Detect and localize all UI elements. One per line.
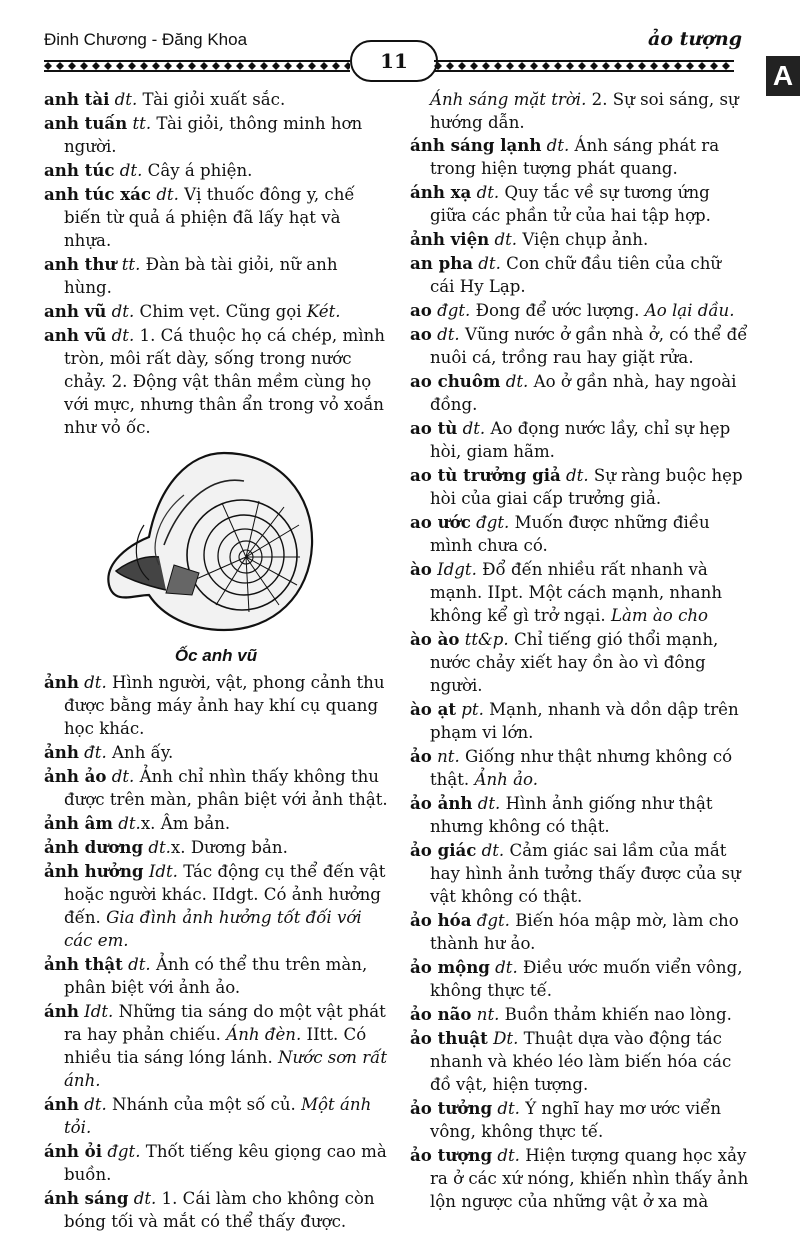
grammar-label: tt.: [121, 255, 141, 274]
dictionary-entry: [44, 1187, 388, 1233]
headword: ảo tượng: [410, 1145, 493, 1165]
grammar-label: đgt.: [437, 301, 471, 320]
dictionary-entry: [44, 1140, 388, 1186]
dictionary-entry: [410, 1003, 750, 1026]
dictionary-entry: [410, 956, 750, 1002]
definition-text: Thuật dựa vào động tác nhanh và khéo léo làm biến hóa các đồ vật, hiện tượng.: [430, 1029, 732, 1094]
example-text: Ao lại dầu.: [644, 301, 735, 320]
definition-text: Đổ đến nhiều rất nhanh và mạnh. IIpt. Một cách mạnh, nhanh không kể gì trở ngại.: [430, 560, 723, 625]
definition-text: Anh ấy.: [106, 743, 174, 762]
definition-text: Cảm giác sai lầm của mắt hay hình ảnh tưởng thấy được của sự vật không có thật.: [430, 841, 741, 906]
dictionary-entry: [44, 183, 388, 252]
grammar-label: dt.: [497, 1099, 520, 1118]
grammar-label: Dt.: [493, 1029, 519, 1048]
grammar-label: dt.: [111, 767, 135, 786]
definition-text: Những tia sáng do một vật phát ra hay phản chiếu.: [64, 1002, 386, 1044]
headword: ao tù: [410, 418, 458, 438]
definition-text: Hiện tượng quang học xảy ra ở các xứ nóng, khiến nhìn thấy ảnh lộn ngược của những vật ở xa mà: [430, 1146, 749, 1211]
definition-text: Vũng nước ở gần nhà ở, có thể để nuôi cá, trồng rau hay giặt rửa.: [430, 325, 748, 367]
example-text: Một ánh tỏi.: [64, 1095, 372, 1137]
definition-text: 1. Cá thuộc họ cá chép, mình tròn, môi rất dày, sống trong nước chảy. 2. Động vật thân mềm cùng họ với mực, nhưng thân ẩn trong vỏ xoắn như vỏ ốc.: [64, 326, 385, 437]
dictionary-entry: [410, 698, 750, 744]
example-text: Gia đình ảnh hưởng tốt đối với các em.: [64, 908, 362, 950]
dictionary-entry: [410, 511, 750, 557]
dictionary-entry: [44, 836, 388, 859]
grammar-label: dt.: [118, 814, 141, 833]
dictionary-entry: [410, 909, 750, 955]
page-number: 11: [350, 40, 438, 82]
definition-text: Biến hóa mập mờ, làm cho thành hư ảo.: [430, 911, 739, 953]
grammar-label: đt.: [84, 743, 107, 762]
grammar-label: dt.: [84, 673, 107, 692]
dictionary-entry: [410, 181, 750, 227]
grammar-label: pt.: [461, 700, 484, 719]
dictionary-entry: [410, 1027, 750, 1096]
grammar-label: Idt.: [148, 862, 178, 881]
grammar-label: tt.: [132, 114, 152, 133]
letter-tab: A: [766, 56, 800, 96]
definition-text: Ánh sáng phát ra trong hiện tượng phát quang.: [430, 136, 720, 178]
dictionary-entry: [410, 558, 750, 627]
headword: ảnh: [44, 672, 79, 692]
grammar-label: Idgt.: [437, 560, 477, 579]
headword: anh vũ: [44, 325, 107, 345]
headword: ánh: [44, 1094, 79, 1114]
headword: ào: [410, 559, 432, 579]
definition-text: Điều ước muốn viển vông, không thực tế.: [430, 958, 743, 1000]
definition-text: Thốt tiếng kêu giọng cao mà buồn.: [64, 1142, 387, 1184]
headword: ao tù trưởng giả: [410, 465, 561, 485]
definition-text: Buồn thảm khiến nao lòng.: [499, 1005, 732, 1024]
dictionary-entry: [44, 324, 388, 439]
grammar-label: dt.: [478, 254, 501, 273]
example-text: Ánh đèn.: [226, 1025, 302, 1044]
dictionary-entry: [410, 745, 750, 791]
grammar-label: đgt.: [476, 513, 510, 532]
definition-text: Ao ở gần nhà, hay ngoài đồng.: [430, 372, 737, 414]
entry-list-bottom: [44, 671, 388, 1233]
grammar-label: nt.: [437, 747, 460, 766]
nautilus-illustration: [44, 445, 388, 640]
definition-text: Tác động cụ thể đến vật hoặc người khác. IIdgt. Có ảnh hưởng đến.: [64, 862, 386, 927]
headword: ảo thuật: [410, 1028, 488, 1048]
dictionary-entry: [410, 628, 750, 697]
headword: anh tuấn: [44, 113, 128, 133]
grammar-label: dt.: [437, 325, 460, 344]
grammar-label: đgt.: [107, 1142, 141, 1161]
definition-text: Ao đọng nước lầy, chỉ sự hẹp hòi, giam hãm.: [430, 419, 731, 461]
dictionary-entry: [410, 252, 750, 298]
headword: ánh xạ: [410, 182, 472, 202]
definition-text: Nhánh của một số củ.: [106, 1095, 302, 1114]
definition-text: Quy tắc về sự tương ứng giữa các phần tử của hai tập hợp.: [430, 183, 711, 225]
grammar-label: dt.: [566, 466, 589, 485]
grammar-label: dt.: [476, 183, 500, 202]
headword: ảo tưởng: [410, 1098, 493, 1118]
dictionary-entry: [410, 839, 750, 908]
left-column: [44, 88, 388, 1234]
definition-text: Viện chụp ảnh.: [517, 230, 649, 249]
grammar-label: dt.: [111, 326, 135, 345]
dictionary-entry: [410, 134, 750, 180]
definition-text: Hình ảnh giống như thật nhưng không có thật.: [430, 794, 713, 836]
grammar-label: tt&p.: [464, 630, 509, 649]
dictionary-entry: [410, 323, 750, 369]
grammar-label: nt.: [476, 1005, 500, 1024]
figure-caption: Ốc anh vũ: [174, 646, 258, 665]
headword: ao chuôm: [410, 371, 501, 391]
entry-list-top: [44, 88, 388, 439]
headword: ánh sáng lạnh: [410, 135, 542, 155]
dictionary-entry: [44, 88, 388, 111]
definition-text: x. Dương bản.: [170, 838, 288, 857]
definition-text: Chim vẹt. Cũng gọi: [134, 302, 307, 321]
dictionary-entry: [44, 860, 388, 952]
headword: ảo não: [410, 1004, 472, 1024]
grammar-label: dt.: [119, 161, 143, 180]
dictionary-entry: [44, 741, 388, 764]
definition-text: Muốn được những điều mình chưa có.: [430, 513, 710, 555]
headword: ao: [410, 300, 432, 320]
headword: ao ước: [410, 512, 471, 532]
headword: anh tài: [44, 89, 110, 109]
grammar-label: dt.: [133, 1189, 157, 1208]
headword: ao: [410, 324, 432, 344]
right-column: [410, 88, 750, 1214]
headword: ảo mộng: [410, 957, 490, 977]
definition-text: x. Âm bản.: [140, 814, 231, 833]
grammar-label: dt.: [495, 958, 518, 977]
headword: anh túc: [44, 160, 115, 180]
headword: ảo hóa: [410, 910, 472, 930]
guide-word: ảo tượng: [648, 28, 742, 50]
headword: ào ạt: [410, 699, 457, 719]
headword: an pha: [410, 253, 474, 273]
definition-text: Con chữ đầu tiên của chữ cái Hy Lạp.: [430, 254, 722, 296]
headword: ảo: [410, 746, 432, 766]
dictionary-entry: [410, 1144, 750, 1213]
headword: ánh: [44, 1001, 79, 1021]
definition-text: Vị thuốc đông y, chế biến từ quả á phiện đã lấy hạt và nhựa.: [64, 185, 355, 250]
grammar-label: dt.: [497, 1146, 520, 1165]
grammar-label: dt.: [84, 1095, 107, 1114]
definition-text: Chỉ tiếng gió thổi mạnh, nước chảy xiết hay ồn ào vì đông người.: [430, 630, 719, 695]
grammar-label: Idt.: [84, 1002, 114, 1021]
headword: ảnh thật: [44, 954, 123, 974]
dictionary-entry: [410, 417, 750, 463]
grammar-label: dt.: [477, 794, 501, 813]
grammar-label: dt.: [505, 372, 529, 391]
definition-text: Ý nghĩ hay mơ ước viển vông, không thực tế.: [430, 1099, 722, 1141]
definition-text: Cây á phiện.: [142, 161, 253, 180]
grammar-label: dt.: [546, 136, 570, 155]
headword: ào ào: [410, 629, 460, 649]
example-text: Két.: [306, 302, 341, 321]
book-authors: Đinh Chương - Đăng Khoa: [44, 30, 248, 49]
example-text: Ảnh ảo.: [474, 770, 538, 789]
dictionary-entry: [44, 112, 388, 158]
dictionary-entry: [410, 370, 750, 416]
headword: ánh ỏi: [44, 1141, 103, 1161]
headword: ảnh hưởng: [44, 861, 144, 881]
dictionary-entry: [44, 671, 388, 740]
dictionary-entry: [410, 792, 750, 838]
headword: ảnh viện: [410, 229, 490, 249]
definition-text: Ảnh có thể thu trên màn, phân biệt với ảnh ảo.: [64, 955, 368, 997]
grammar-label: dt.: [462, 419, 486, 438]
grammar-label: dt.: [148, 838, 171, 857]
grammar-label: dt.: [494, 230, 518, 249]
dictionary-entry: [44, 253, 388, 299]
example-text: Nước sơn rất ánh.: [64, 1048, 388, 1090]
nautilus-shell-icon: [104, 445, 324, 640]
dictionary-entry: [44, 300, 388, 323]
grammar-label: dt.: [111, 302, 135, 321]
dictionary-entry: [410, 1097, 750, 1143]
definition-text: Hình người, vật, phong cảnh thu được bằng máy ảnh hay khí cụ quang học khác.: [64, 673, 385, 738]
entry-continuation: [410, 88, 750, 134]
definition-text: Ảnh chỉ nhìn thấy không thu được trên màn, phân biệt với ảnh thật.: [64, 767, 388, 809]
headword: ảnh âm: [44, 813, 113, 833]
headword: ảnh ảo: [44, 766, 107, 786]
grammar-label: dt.: [128, 955, 151, 974]
definition-text: Đàn bà tài giỏi, nữ anh hùng.: [64, 255, 338, 297]
example-text: Ánh sáng mặt trời.: [430, 90, 587, 109]
definition-text: Tài giỏi, thông minh hơn người.: [64, 114, 363, 156]
definition-text: Mạnh, nhanh và dồn dập trên phạm vi lớn.: [430, 700, 739, 742]
dictionary-entry: [44, 765, 388, 811]
definition-text: Giống như thật nhưng không có thật.: [430, 747, 733, 789]
grammar-label: dt.: [114, 90, 138, 109]
headword: ảnh: [44, 742, 79, 762]
example-text: Làm ào cho: [610, 606, 709, 625]
entry-list-right: [410, 134, 750, 1213]
dictionary-entry: [44, 953, 388, 999]
grammar-label: đgt.: [476, 911, 510, 930]
headword: anh vũ: [44, 301, 107, 321]
dictionary-entry: [44, 1000, 388, 1092]
dictionary-entry: [410, 299, 750, 322]
ornament-left: [44, 60, 350, 72]
dictionary-entry: [44, 159, 388, 182]
dictionary-entry: [410, 228, 750, 251]
headword: ảo ảnh: [410, 793, 473, 813]
headword: ảnh dương: [44, 837, 144, 857]
definition-text: Đong để ước lượng.: [470, 301, 645, 320]
headword: ảo giác: [410, 840, 477, 860]
headword: anh túc xác: [44, 184, 152, 204]
headword: anh thư: [44, 254, 117, 274]
page-header: [0, 0, 800, 91]
ornament-right: [434, 60, 734, 72]
grammar-label: dt.: [481, 841, 505, 860]
definition-text: Tài giỏi xuất sắc.: [137, 90, 286, 109]
definition-text: Sự ràng buộc hẹp hòi của giai cấp trưởng giả.: [430, 466, 743, 508]
dictionary-entry: [44, 1093, 388, 1139]
definition-text: 1. Cái làm cho không còn bóng tối và mắt có thể thấy được.: [64, 1189, 375, 1231]
dictionary-entry: [410, 464, 750, 510]
definition-text: IItt. Có nhiều tia sáng lóng lánh.: [64, 1025, 367, 1067]
dictionary-entry: [44, 812, 388, 835]
headword: ánh sáng: [44, 1188, 129, 1208]
grammar-label: dt.: [156, 185, 179, 204]
definition-text: 2. Sự soi sáng, sự hướng dẫn.: [430, 90, 739, 132]
